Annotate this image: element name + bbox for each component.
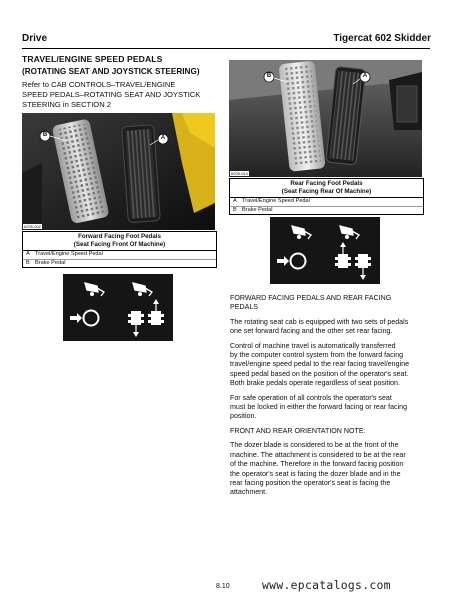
- page-number: 8.10: [216, 583, 230, 590]
- forward-pedals-caption: [22, 231, 217, 268]
- caption-item: B Brake Pedal: [23, 259, 216, 268]
- refer-line: SPEED PEDALS–ROTATING SEAT AND JOYSTICK: [22, 90, 201, 99]
- refer-text: [22, 80, 222, 110]
- caption-title: Forward Facing Foot Pedals (Seat Facing Front Of Machine): [23, 232, 216, 251]
- header-rule: [22, 48, 430, 49]
- photo-code: 6205-014: [231, 171, 248, 176]
- body-text: [230, 294, 430, 503]
- model-name: Tigercat 602 Skidder: [333, 33, 431, 44]
- body-paragraph: Control of machine travel is automatically transferred by the computer control system from the forward facing travel/engine speed pedal to the rear facing travel/engine speed pedal based on the position of the operator's seat. Both brake pedals operate regardless of seat position.: [230, 341, 410, 388]
- brake-pedal-icon: [85, 283, 104, 296]
- website-watermark: www.epcatalogs.com: [262, 578, 391, 592]
- rear-pedals-photo: [229, 60, 422, 177]
- brake-indicator-icon: [277, 254, 306, 269]
- body-heading: FORWARD FACING PEDALS AND REAR FACING PEDALS: [230, 294, 392, 312]
- body-paragraph: For safe operation of all controls the operator's seat must be locked in either the forward facing or rear facing position.: [230, 393, 408, 421]
- refer-line: STEERING in SECTION 2: [22, 100, 112, 109]
- callout-a: A: [362, 73, 368, 79]
- section-title: TRAVEL/ENGINE SPEED PEDALS: [22, 54, 163, 64]
- direction-arrows-icon: [128, 299, 164, 337]
- caption-item: A Travel/Engine Speed Pedal: [26, 251, 103, 257]
- note-heading: FRONT AND REAR ORIENTATION NOTE:: [230, 426, 366, 435]
- body-paragraph: The rotating seat cab is equipped with two sets of pedals one set forward facing and the other set rear facing.: [230, 317, 409, 336]
- direction-arrows-icon: [335, 242, 371, 280]
- travel-pedal-icon: [133, 283, 152, 296]
- callout-b: B: [266, 73, 272, 79]
- caption-item: B Brake Pedal: [230, 206, 423, 215]
- callout-a: A: [160, 135, 166, 141]
- callout-b: B: [42, 132, 48, 138]
- caption-item: A Travel/Engine Speed Pedal: [233, 198, 310, 204]
- rear-pedals-caption: [229, 178, 424, 215]
- pedal-icons-panel-rear: [270, 217, 380, 284]
- travel-pedal-icon: [340, 226, 359, 239]
- caption-title: Rear Facing Foot Pedals (Seat Facing Rear Of Machine): [230, 179, 423, 198]
- pedal-icons-panel: [63, 274, 173, 341]
- section-name: Drive: [22, 33, 48, 44]
- refer-line: Refer to CAB CONTROLS–TRAVEL/ENGINE: [22, 80, 176, 89]
- forward-pedals-photo: [22, 113, 215, 230]
- photo-code: 6205-002: [24, 224, 41, 229]
- brake-indicator-icon: [70, 311, 99, 326]
- body-paragraph: The dozer blade is considered to be at the front of the machine. The attachment is considered to be at the rear of the machine. Therefore in the forward facing position the operator's seat is facing the dozer blade and in the rear facing position the operator's seat is facing the attachment.: [230, 441, 406, 497]
- brake-pedal-icon: [292, 226, 311, 239]
- section-subtitle: (ROTATING SEAT AND JOYSTICK STEERING): [22, 67, 200, 76]
